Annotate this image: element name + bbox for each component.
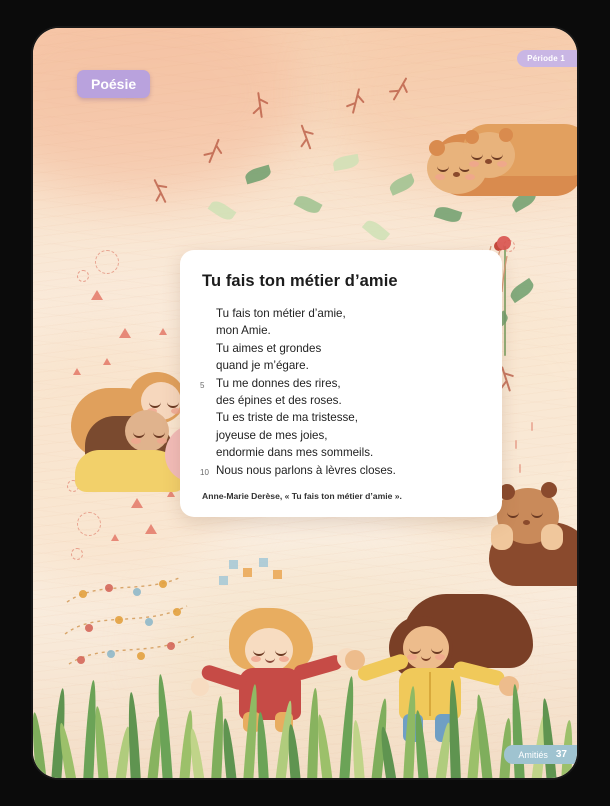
bead-decoration — [79, 590, 87, 598]
poem-line — [202, 444, 480, 461]
dashed-circle-decoration — [77, 270, 89, 282]
poem-line-number: 5 — [200, 380, 205, 390]
poem-line — [202, 375, 480, 392]
poem-line — [202, 357, 480, 374]
footer-badge — [504, 745, 577, 764]
footer-theme-label: Amitiés — [518, 749, 548, 760]
rain-dash-decoration — [515, 440, 517, 449]
rain-dash-decoration — [531, 422, 533, 431]
sleeping-animals-top-right — [405, 120, 577, 200]
bead-decoration — [115, 616, 123, 624]
bead-decoration — [107, 650, 115, 658]
section-badge: Poésie — [77, 70, 150, 98]
page-number: 37 — [555, 749, 567, 760]
poem-line-text: joyeuse de mes joies, — [216, 428, 328, 442]
triangle-decoration — [131, 498, 143, 508]
poem-line — [202, 305, 480, 322]
triangle-decoration — [91, 290, 103, 300]
poem-line-text: endormie dans mes sommeils. — [216, 446, 374, 460]
bead-decoration — [133, 588, 141, 596]
square-decoration — [219, 576, 228, 585]
poem-line-text: Tu fais ton métier d’amie, — [216, 307, 346, 320]
bead-decoration — [145, 618, 153, 626]
poem-line-text: quand je m’égare. — [216, 359, 309, 373]
poem-card — [180, 250, 502, 517]
triangle-decoration — [119, 328, 131, 338]
triangle-decoration — [111, 534, 119, 541]
dashed-circle-decoration — [95, 250, 119, 274]
dashed-circle-decoration — [71, 548, 83, 560]
period-badge: Période 1 — [517, 50, 577, 67]
poem-line — [202, 340, 480, 357]
poem-line-text: Nous nous parlons à lèvres closes. — [216, 463, 396, 477]
poem-line-number: 10 — [200, 467, 209, 477]
triangle-decoration — [159, 328, 167, 335]
square-decoration — [243, 568, 252, 577]
poem-line-text: Tu aimes et grondes — [216, 341, 322, 355]
poem-body — [202, 305, 480, 479]
bead-decoration — [85, 624, 93, 632]
poem-line — [202, 427, 480, 444]
poem-line-text: Tu me donnes des rires, — [216, 376, 341, 390]
poem-line — [202, 392, 480, 409]
bead-decoration — [105, 584, 113, 592]
dashed-circle-decoration — [77, 512, 101, 536]
bead-decoration — [167, 642, 175, 650]
square-decoration — [259, 558, 268, 567]
bead-decoration — [159, 580, 167, 588]
poem-line-text: Tu es triste de ma tristesse, — [216, 411, 358, 425]
poem-line — [202, 322, 480, 339]
square-decoration — [273, 570, 282, 579]
poem-title: Tu fais ton métier d’amie — [202, 272, 398, 290]
square-decoration — [229, 560, 238, 569]
book-page — [33, 28, 577, 778]
poem-credit: Anne-Marie Derèse, « Tu fais ton métier d’amie ». — [202, 491, 402, 502]
poem-line — [202, 462, 480, 479]
poem-line-text: mon Amie. — [216, 324, 271, 338]
poem-line-text: des épines et des roses. — [216, 394, 342, 408]
bead-decoration — [173, 608, 181, 616]
grass-band — [33, 658, 577, 778]
triangle-decoration — [145, 524, 157, 534]
poem-line — [202, 409, 480, 426]
rain-dash-decoration — [519, 464, 521, 473]
